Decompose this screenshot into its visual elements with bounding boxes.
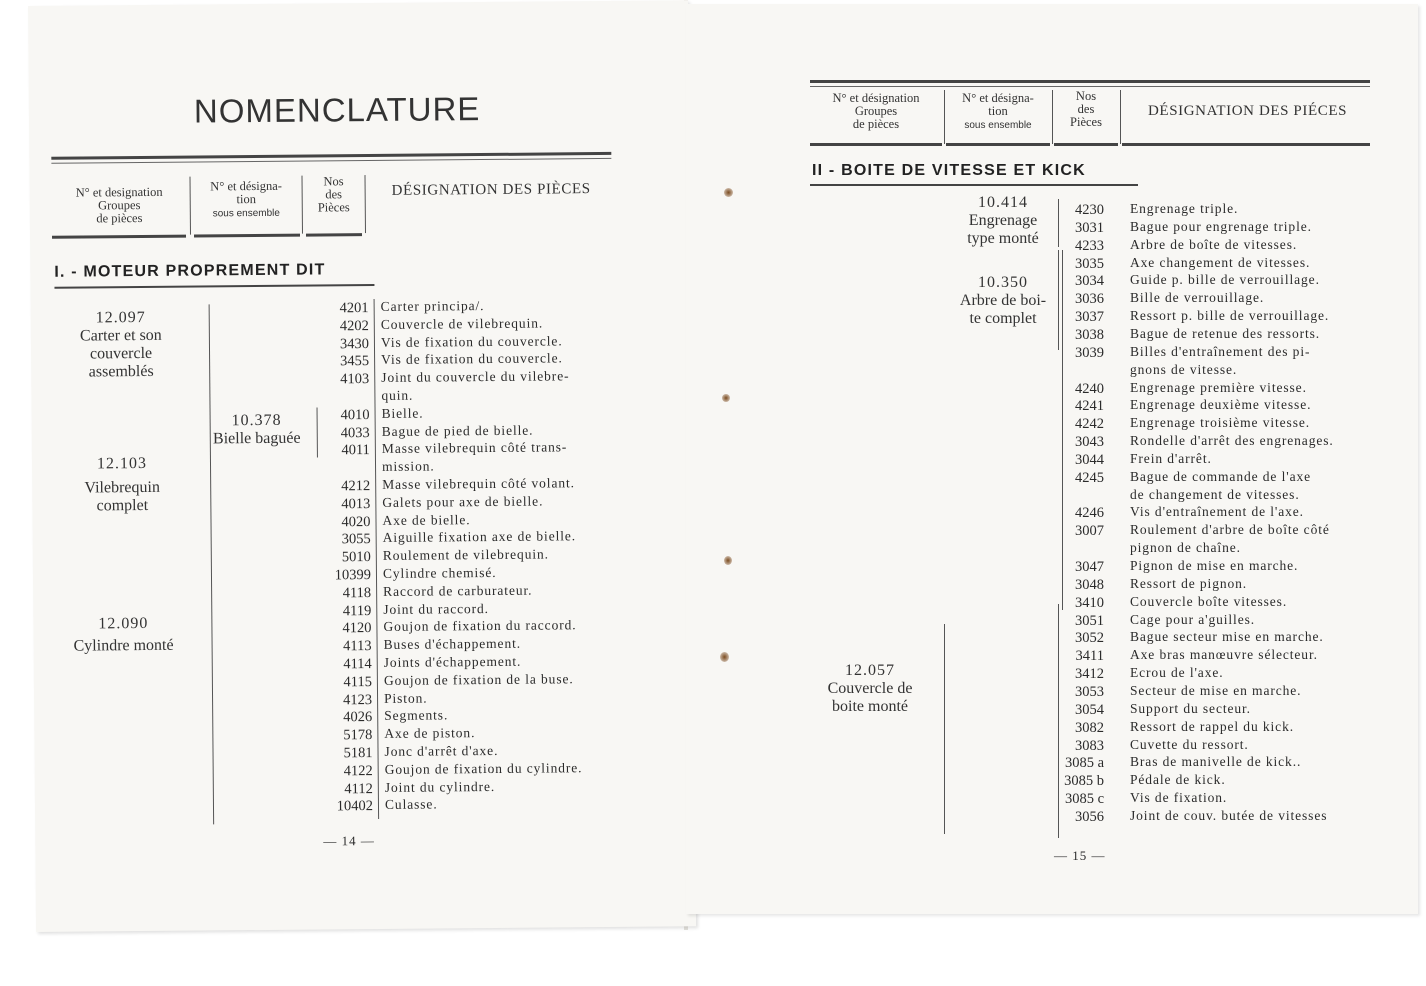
part-designation: Roulement d'arbre de boîte côté (1130, 522, 1330, 538)
part-row (1054, 772, 1226, 790)
page-number: — 14 — (323, 833, 375, 849)
part-designation: Cuvette du ressort. (1130, 736, 1249, 752)
part-number: 4026 (343, 709, 373, 726)
part-number: 4241 (1075, 398, 1104, 415)
part-designation: Pignon de mise en marche. (1130, 558, 1299, 573)
header-divider (1052, 90, 1053, 144)
part-row (1054, 325, 1321, 344)
part-row (321, 617, 577, 637)
part-number: 3051 (1075, 612, 1104, 629)
part-number: 4113 (343, 638, 372, 655)
part-number: 4112 (344, 780, 373, 797)
part-number: 4212 (341, 478, 371, 495)
part-row (1054, 415, 1311, 433)
part-designation: Cage pour a'guilles. (1130, 611, 1256, 627)
part-row (1054, 361, 1238, 380)
part-number: 3055 (341, 531, 371, 548)
subgroup-bielle: 10.378 Bielle baguée (212, 411, 301, 448)
part-row (1054, 807, 1328, 826)
rust-stain (724, 188, 733, 197)
header-divider (1120, 90, 1121, 144)
rust-stain (720, 652, 729, 662)
part-row (1054, 308, 1330, 326)
subgroup-engrenage: 10.414 Engrenage type monté (967, 194, 1039, 247)
part-number: 3053 (1075, 683, 1104, 700)
part-designation: Masse vilebrequin côté trans- (381, 439, 568, 457)
part-row (320, 493, 544, 513)
part-number: 5178 (343, 727, 373, 744)
part-number: 3036 (1075, 291, 1104, 308)
part-row (320, 511, 471, 531)
part-number: 4020 (341, 513, 371, 530)
part-designation: Goujon de fixation du raccord. (383, 617, 577, 635)
part-row (1054, 201, 1239, 219)
part-number: 3048 (1075, 576, 1104, 593)
part-designation: Axe bras manœuvre sélecteur. (1130, 647, 1318, 663)
part-row (1054, 629, 1324, 647)
header-divider (944, 90, 945, 144)
part-designation: Joint du couvercle du vilebre- (381, 368, 570, 386)
part-number: 3085 c (1064, 791, 1104, 808)
header-designation-col: DÉSIGNATION DES PIÈCES (391, 181, 591, 199)
part-row (1054, 575, 1248, 594)
group-carter: 12.097 Carter et son couvercle assemblés (79, 308, 162, 381)
header-subgroup-col: N° et désigna- tion sous ensemble (210, 178, 282, 220)
part-designation: Ressort de pignon. (1130, 575, 1248, 591)
part-row (322, 707, 449, 726)
part-designation: Axe changement de vitesses. (1130, 254, 1311, 270)
part-designation: Vis d'entraînement de l'axe. (1130, 504, 1304, 520)
part-designation: Joint du raccord. (383, 600, 489, 617)
part-number: 4011 (341, 442, 370, 459)
part-number: 3007 (1075, 523, 1104, 540)
part-number: 3054 (1075, 701, 1104, 718)
part-number: 4119 (342, 602, 372, 619)
part-number: 3083 (1075, 737, 1104, 754)
part-row (322, 671, 574, 691)
part-number: 3430 (339, 335, 370, 352)
part-designation: Piston. (383, 690, 428, 706)
part-number: 3085 a (1064, 755, 1104, 772)
part-row (321, 564, 497, 584)
part-row (1054, 272, 1320, 290)
part-designation: Galets pour axe de bielle. (382, 493, 544, 510)
part-row (321, 582, 533, 602)
part-number: 3044 (1075, 451, 1104, 468)
part-row (319, 298, 485, 317)
group-vilebrequin: 12.103 Vilebrequin complet (84, 454, 161, 515)
part-row (322, 742, 499, 762)
header-parts-col: Nos des Pièces (317, 174, 350, 215)
part-row (1054, 611, 1256, 630)
part-number: 4230 (1075, 202, 1104, 218)
part-row (1054, 665, 1224, 683)
part-row (1054, 593, 1288, 612)
section-underline (54, 284, 374, 289)
subgroup-bracket-line (317, 407, 318, 457)
part-row (319, 332, 563, 353)
part-designation: gnons de vitesse. (1130, 361, 1238, 377)
part-row (1054, 486, 1300, 505)
header-rule-top-thin (810, 86, 1370, 87)
part-designation: Culasse. (384, 796, 438, 813)
part-designation: Bague de retenue des ressorts. (1130, 325, 1321, 341)
part-designation: Axe de bielle. (382, 511, 471, 528)
part-designation: Segments. (384, 707, 449, 724)
part-row (1054, 522, 1330, 540)
header-parts-col: Nos des Pièces (1070, 89, 1102, 129)
part-number: 10399 (334, 567, 372, 584)
part-designation: Arbre de boîte de vitesses. (1130, 236, 1298, 252)
part-number: 3035 (1075, 255, 1104, 272)
part-row (320, 458, 435, 477)
part-number: 3411 (1075, 648, 1104, 665)
part-row (319, 368, 570, 388)
part-number: 4118 (342, 584, 372, 602)
part-number: 4103 (340, 371, 370, 388)
part-row (1054, 236, 1298, 255)
part-row (320, 405, 424, 424)
part-designation: Ressort de rappel du kick. (1130, 718, 1294, 734)
part-row (321, 546, 549, 566)
part-row (323, 759, 583, 780)
part-designation: pignon de chaîne. (1130, 540, 1241, 556)
part-number: 3031 (1075, 219, 1104, 236)
part-row (320, 475, 575, 495)
part-row (1054, 718, 1294, 737)
part-row (1054, 504, 1304, 522)
part-row (1054, 218, 1312, 237)
part-number: 3082 (1075, 719, 1104, 736)
part-designation: Engrenage première vitesse. (1130, 379, 1307, 395)
part-designation: Axe de piston. (384, 725, 476, 742)
part-designation: Buses d'échappement. (383, 635, 522, 653)
part-designation: Pédale de kick. (1130, 772, 1226, 788)
part-designation: Raccord de carburateur. (383, 582, 533, 599)
header-divider (189, 177, 191, 235)
part-designation: Couvercle boîte vitesses. (1130, 593, 1288, 609)
part-number: 3037 (1075, 309, 1104, 326)
header-rule-bottom (52, 235, 186, 239)
group-cylindre: 12.090 Cylindre monté (73, 614, 174, 655)
part-row (320, 439, 568, 459)
part-number: 3455 (340, 353, 370, 370)
part-designation: Aiguille fixation axe de bielle. (382, 528, 577, 546)
header-rule-bottom (194, 234, 300, 238)
part-row (1054, 682, 1302, 701)
part-row (322, 653, 522, 673)
part-row (1054, 290, 1265, 308)
part-row (322, 690, 428, 709)
right-page (686, 4, 1418, 914)
part-number: 4010 (340, 406, 370, 424)
part-row (1054, 397, 1312, 415)
part-designation: Engrenage deuxième vitesse. (1130, 397, 1312, 413)
part-number: 4242 (1075, 416, 1104, 433)
part-number: 3052 (1075, 630, 1104, 647)
header-group-col: N° et designation Groupes de pièces (75, 184, 163, 226)
header-rule-bottom (306, 233, 362, 236)
header-rule-top (810, 80, 1370, 83)
part-designation: Vis de fixation du couvercle. (381, 350, 563, 368)
header-divider (301, 176, 303, 234)
part-number: 3043 (1075, 434, 1104, 451)
part-designation: Jonc d'arrêt d'axe. (384, 742, 499, 759)
part-designation: Ressort p. bille de verrouillage. (1130, 308, 1330, 324)
header-rule-bottom (810, 143, 942, 146)
part-row (319, 350, 563, 370)
part-number: 10402 (336, 798, 374, 815)
part-row (1054, 254, 1311, 273)
part-row (321, 528, 577, 548)
part-designation: Rondelle d'arrêt des engrenages. (1130, 433, 1334, 449)
header-rule-bottom (946, 143, 1050, 146)
part-designation: Roulement de vilebrequin. (382, 546, 549, 564)
part-number: 4245 (1075, 469, 1104, 486)
parts-column-line (374, 299, 380, 819)
part-designation: Vis de fixation du couvercle. (380, 332, 563, 350)
rust-stain (722, 394, 730, 402)
part-number: 5181 (343, 745, 373, 762)
part-number: 4201 (339, 300, 369, 317)
part-row (1054, 736, 1249, 755)
group-bracket-line (944, 624, 945, 834)
part-designation: quin. (381, 387, 414, 403)
part-designation: Goujon de fixation de la buse. (383, 671, 574, 688)
header-rule-bottom (1054, 143, 1118, 146)
page-title: NOMENCLATURE (193, 90, 481, 130)
section-title: II - BOITE DE VITESSE ET KICK (812, 162, 1086, 179)
part-designation: Joints d'échappement. (383, 653, 522, 670)
section-underline (810, 184, 1138, 186)
part-designation: Bille de verrouillage. (1130, 290, 1265, 306)
part-designation: de changement de vitesses. (1130, 486, 1300, 502)
part-designation: mission. (381, 458, 435, 475)
part-number: 4202 (339, 317, 369, 335)
part-designation: Frein d'arrêt. (1130, 450, 1212, 466)
header-divider (364, 175, 366, 233)
part-row (1054, 343, 1311, 362)
part-number: 4115 (343, 673, 372, 691)
part-designation: Carter principa/. (380, 298, 485, 314)
part-number: 4246 (1075, 505, 1104, 522)
part-row (1054, 468, 1312, 487)
part-designation: Goujon de fixation du cylindre. (384, 759, 583, 777)
header-designation-col: DÉSIGNATION DES PIÉCES (1148, 103, 1348, 119)
part-number: 3047 (1075, 559, 1104, 575)
header-subgroup-col: N° et désigna- tion sous ensemble (962, 91, 1034, 131)
part-designation: Support du secteur. (1130, 700, 1251, 716)
part-designation: Ecrou de l'axe. (1130, 665, 1224, 681)
part-designation: Bras de manivelle de kick.. (1130, 754, 1302, 770)
part-designation: Joint de couv. butée de vitesses (1130, 807, 1328, 823)
part-row (322, 725, 476, 744)
part-number: 3039 (1075, 344, 1104, 361)
part-designation: Vis de fixation. (1130, 790, 1228, 806)
part-row (1054, 558, 1299, 576)
part-row (1054, 754, 1302, 772)
part-row (320, 422, 534, 442)
part-row (1054, 647, 1318, 665)
part-number: 4122 (343, 762, 373, 780)
part-row (321, 600, 489, 620)
part-row (323, 796, 438, 815)
part-row (1054, 700, 1251, 719)
part-number: 3410 (1075, 594, 1104, 611)
header-group-col: N° et désignation Groupes de pièces (832, 91, 920, 131)
part-number: 4123 (342, 691, 373, 708)
part-designation: Bague de commande de l'axe (1130, 468, 1312, 484)
part-number: 4240 (1075, 380, 1104, 397)
header-rule-bottom (1122, 143, 1370, 146)
part-number: 4233 (1075, 237, 1104, 254)
part-designation: Engrenage triple. (1130, 201, 1239, 216)
left-page (28, 0, 696, 932)
part-designation: Billes d'entraînement des pi- (1130, 343, 1311, 359)
section-title: I. - MOTEUR PROPREMENT DIT (54, 261, 326, 281)
part-number: 3056 (1075, 808, 1104, 825)
part-designation: Cylindre chemisé. (382, 564, 497, 581)
group-bracket-line (209, 304, 215, 824)
part-number: 4033 (340, 424, 370, 441)
part-designation: Engrenage troisième vitesse. (1130, 415, 1311, 431)
part-row (1054, 540, 1241, 558)
part-row (1054, 379, 1307, 398)
part-designation: Guide p. bille de verrouillage. (1130, 272, 1320, 288)
part-number: 3038 (1075, 326, 1104, 343)
subgroup-arbre: 10.350 Arbre de boi- te complet (959, 274, 1047, 327)
part-row (319, 387, 414, 406)
part-row (1054, 433, 1334, 451)
group-couvercle: 12.057 Couvercle de boite monté (827, 662, 913, 715)
part-designation: Bague secteur mise en marche. (1130, 629, 1324, 645)
part-designation: Masse vilebrequin côté volant. (382, 475, 575, 492)
part-number: 3412 (1075, 666, 1104, 683)
part-designation: Secteur de mise en marche. (1130, 682, 1302, 698)
part-number: 3085 b (1064, 773, 1104, 790)
part-row (322, 635, 522, 655)
part-row (319, 315, 544, 335)
part-number: 4120 (342, 620, 372, 637)
part-number: 5010 (341, 549, 371, 566)
part-designation: Bague pour engrenage triple. (1130, 218, 1312, 234)
part-row (1054, 450, 1212, 469)
part-row (323, 778, 496, 798)
part-number: 4114 (343, 656, 372, 673)
part-row (1054, 790, 1228, 808)
part-number: 4013 (341, 495, 371, 513)
part-designation: Bielle. (381, 405, 424, 421)
page-number: — 15 — (1054, 848, 1106, 863)
part-designation: Joint du cylindre. (384, 778, 496, 795)
rust-stain (724, 556, 732, 565)
part-number: 3034 (1075, 273, 1104, 290)
part-designation: Bague de pied de bielle. (381, 422, 534, 439)
part-designation: Couvercle de vilebrequin. (380, 315, 544, 332)
